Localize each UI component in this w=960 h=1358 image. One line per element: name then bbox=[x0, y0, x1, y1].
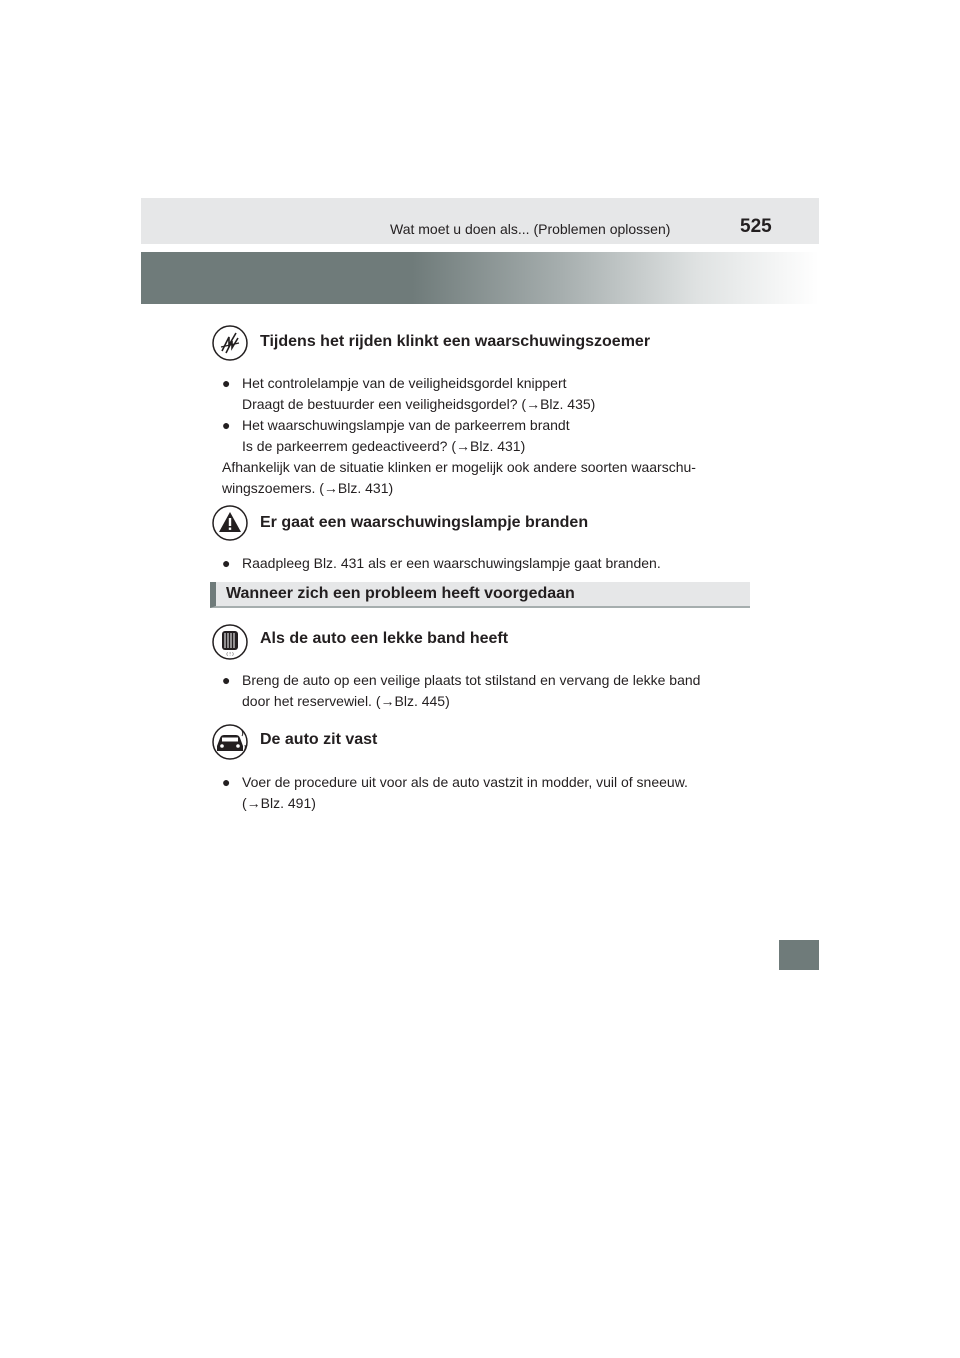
bullet-dot: ● bbox=[222, 672, 231, 688]
bullet-dot: ● bbox=[222, 555, 231, 571]
stuck-car-icon bbox=[212, 724, 248, 760]
bullet-dot: ● bbox=[222, 375, 231, 391]
buzzer-paragraph bbox=[222, 457, 750, 499]
tire-icon bbox=[212, 624, 248, 660]
section-bar bbox=[210, 582, 750, 608]
buzzer-bullet-2-line-1: Het waarschuwingslampje van de parkeerrem brandt bbox=[242, 417, 570, 433]
flat-tire-heading: Als de auto een lekke band heeft bbox=[260, 630, 509, 647]
buzzer-icon bbox=[212, 325, 248, 361]
buzzer-paragraph-line-2: wingszoemers. (→Blz. 431) bbox=[222, 480, 394, 496]
flat-tire-bullet-1 bbox=[222, 670, 750, 712]
buzzer-bullet-2-line-2: Is de parkeerrem gedeactiveerd? (→Blz. 431) bbox=[242, 438, 526, 454]
stuck-bullet-1 bbox=[222, 772, 750, 814]
buzzer-heading: Tijdens het rijden klinkt een waarschuwingszoemer bbox=[260, 333, 651, 350]
flat-tire-bullet-1-line-2: door het reservewiel. (→Blz. 445) bbox=[242, 693, 450, 709]
stuck-bullet-1-line-1: Voer de procedure uit voor als de auto vastzit in modder, vuil of sneeuw. bbox=[242, 774, 688, 790]
chapter-band bbox=[141, 252, 819, 304]
buzzer-paragraph-line-1: Afhankelijk van de situatie klinken er mogelijk ook andere soorten waarschu- bbox=[222, 459, 696, 475]
page-number: 525 bbox=[740, 216, 772, 237]
warning-light-bullet-1 bbox=[222, 553, 750, 574]
buzzer-bullet-2 bbox=[222, 415, 750, 457]
header-title: Wat moet u doen als... (Problemen oplossen) bbox=[390, 221, 671, 237]
warning-triangle-icon bbox=[212, 505, 248, 541]
svg-text:( ! ): ( ! ) bbox=[226, 651, 234, 657]
stuck-bullet-1-line-2: (→Blz. 491) bbox=[242, 795, 316, 811]
bullet-dot: ● bbox=[222, 417, 231, 433]
buzzer-bullet-1-line-1: Het controlelampje van de veiligheidsgordel knippert bbox=[242, 375, 567, 391]
stuck-heading: De auto zit vast bbox=[260, 731, 378, 748]
flat-tire-bullet-1-line-1: Breng de auto op een veilige plaats tot stilstand en vervang de lekke band bbox=[242, 672, 701, 688]
section-bar-label: Wanneer zich een probleem heeft voorgedaan bbox=[226, 585, 575, 602]
chapter-tab bbox=[779, 940, 819, 970]
buzzer-bullet-1 bbox=[222, 373, 750, 415]
buzzer-bullet-1-line-2: Draagt de bestuurder een veiligheidsgordel? (→Blz. 435) bbox=[242, 396, 596, 412]
warning-light-bullet-1-text: Raadpleeg Blz. 431 als er een waarschuwingslampje gaat branden. bbox=[242, 555, 661, 571]
bullet-dot: ● bbox=[222, 774, 231, 790]
warning-light-heading: Er gaat een waarschuwingslampje branden bbox=[260, 514, 589, 531]
